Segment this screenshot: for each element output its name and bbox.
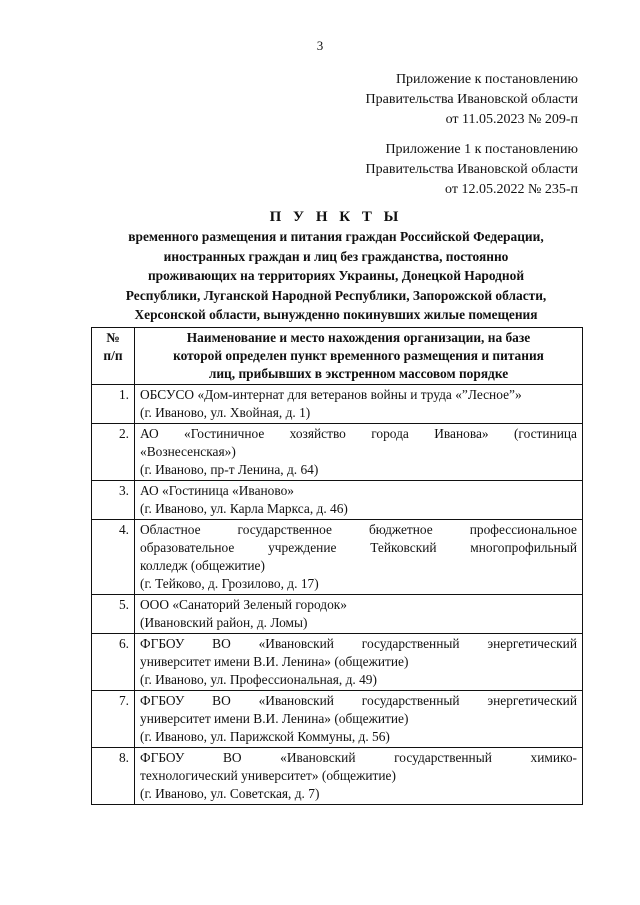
appendix-current-line-1: Приложение к постановлению <box>395 72 578 87</box>
row-line: АО «Гостиничное хозяйство города Иванова» (гостиница <box>140 426 577 441</box>
row-line: (г. Тейково, д. Грозилово, д. 17) <box>140 576 319 591</box>
table-row <box>92 748 583 805</box>
row-line: «Вознесенская») <box>140 444 236 459</box>
table-row <box>92 481 583 520</box>
row-line: (Ивановский район, д. Ломы) <box>140 615 308 630</box>
title-heading: П У Н К Т Ы <box>269 209 403 225</box>
row-number: 3. <box>92 481 135 520</box>
row-description <box>135 481 583 520</box>
header-name <box>135 328 583 385</box>
header-number-line: п/п <box>103 348 123 363</box>
row-number: 5. <box>92 595 135 634</box>
row-line: (г. Иваново, ул. Карла Маркса, д. 46) <box>140 501 348 516</box>
row-number: 6. <box>92 634 135 691</box>
appendix-original-block <box>366 140 578 200</box>
title-line: Херсонской области, вынужденно покинувших жилые помещения <box>134 307 538 323</box>
title-line: временного размещения и питания граждан Российской Федерации, <box>128 229 544 244</box>
row-line: ФГБОУ ВО «Ивановский государственный энергетический <box>140 636 577 651</box>
row-description <box>135 634 583 691</box>
document-title <box>90 207 582 325</box>
row-line: (г. Иваново, пр-т Ленина, д. 64) <box>140 462 319 477</box>
table-header-row <box>92 328 583 385</box>
row-line: (г. Иваново, ул. Парижской Коммуны, д. 56) <box>140 729 390 744</box>
row-line: Областное государственное бюджетное профессиональное <box>140 522 577 537</box>
row-line: колледж (общежитие) <box>140 558 265 573</box>
title-line: иностранных граждан и лиц без гражданства, постоянно <box>163 248 509 264</box>
row-line: (г. Иваново, ул. Профессиональная, д. 49) <box>140 672 377 687</box>
header-number <box>92 328 135 385</box>
row-number: 1. <box>92 385 135 424</box>
table-row <box>92 634 583 691</box>
row-line: ОБСУСО «Дом-интернат для ветеранов войны и труда «”Лесное”» <box>140 387 522 402</box>
header-name-line: Наименование и место нахождения организации, на базе <box>186 330 531 345</box>
table-row <box>92 424 583 481</box>
row-line: университет имени В.И. Ленина» (общежитие) <box>140 654 409 669</box>
title-line: Республики, Луганской Народной Республики, Запорожской области, <box>125 287 547 303</box>
appendix-original-line-1: Приложение 1 к постановлению <box>385 142 578 157</box>
page-number: 3 <box>316 38 324 53</box>
appendix-current-line-3: от 11.05.2023 № 209-п <box>445 112 578 127</box>
points-table <box>91 327 583 805</box>
row-description <box>135 595 583 634</box>
row-description <box>135 520 583 595</box>
header-name-line: лиц, прибывших в экстренном массовом порядке <box>208 366 509 381</box>
table-row <box>92 385 583 424</box>
row-number: 2. <box>92 424 135 481</box>
row-number: 4. <box>92 520 135 595</box>
row-line: (г. Иваново, ул. Советская, д. 7) <box>140 786 320 801</box>
row-line: образовательное учреждение Тейковский многопрофильный <box>140 540 577 555</box>
row-description <box>135 385 583 424</box>
row-description <box>135 748 583 805</box>
row-number: 7. <box>92 691 135 748</box>
title-line: проживающих на территориях Украины, Донецкой Народной <box>147 268 525 284</box>
row-line: технологический университет» (общежитие) <box>140 768 396 783</box>
table-row <box>92 520 583 595</box>
row-line: (г. Иваново, ул. Хвойная, д. 1) <box>140 405 311 420</box>
appendix-current-line-2: Правительства Ивановской области <box>365 92 578 107</box>
appendix-current-block <box>366 70 578 130</box>
header-number-line: № <box>106 330 120 345</box>
row-line: ФГБОУ ВО «Ивановский государственный химико- <box>140 750 577 765</box>
appendix-original-line-2: Правительства Ивановской области <box>365 162 578 177</box>
row-line: ООО «Санаторий Зеленый городок» <box>140 597 347 612</box>
header-name-line: которой определен пункт временного размещения и питания <box>173 348 544 363</box>
appendix-original-line-3: от 12.05.2022 № 235-п <box>445 182 578 197</box>
table-row <box>92 595 583 634</box>
row-number: 8. <box>92 748 135 805</box>
row-description <box>135 691 583 748</box>
row-line: ФГБОУ ВО «Ивановский государственный энергетический <box>140 693 577 708</box>
table-row <box>92 691 583 748</box>
row-description <box>135 424 583 481</box>
row-line: университет имени В.И. Ленина» (общежитие) <box>140 711 409 726</box>
row-line: АО «Гостиница «Иваново» <box>140 483 294 498</box>
